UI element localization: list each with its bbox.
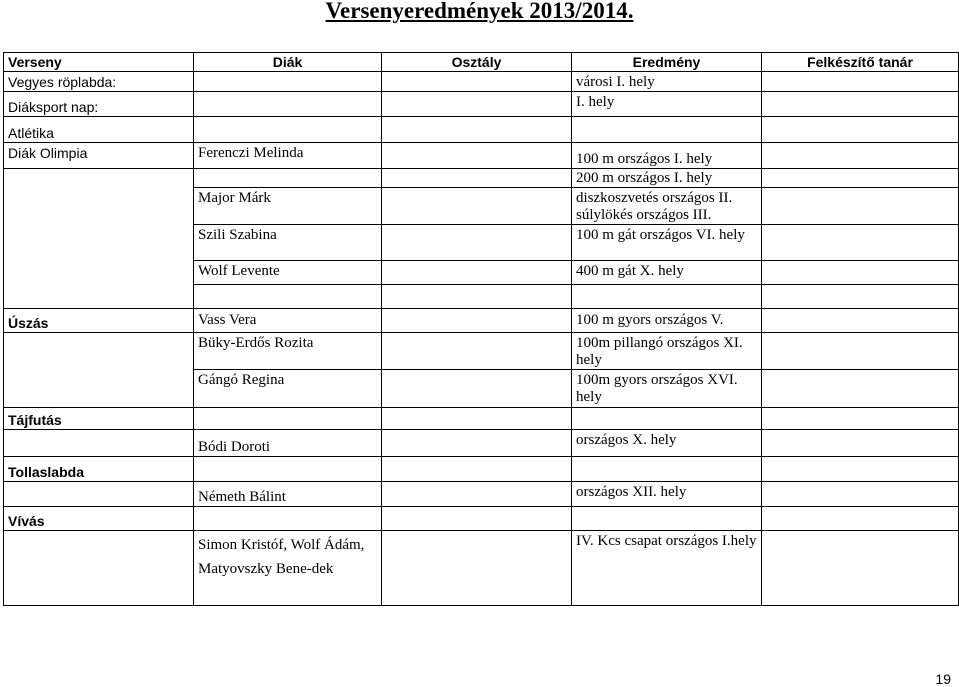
cell-eredmeny: diszkoszvetés országos II. súlylökés országos III. bbox=[572, 188, 762, 225]
cell-eredmeny: IV. Kcs csapat országos I.hely bbox=[572, 531, 762, 606]
cell-diak: Major Márk bbox=[194, 188, 382, 225]
table-row bbox=[4, 309, 959, 333]
table-row bbox=[4, 531, 959, 606]
cell-diak: Németh Bálint bbox=[194, 482, 382, 507]
cell-diak: Ferenczi Melinda bbox=[194, 143, 382, 169]
table-row bbox=[4, 457, 959, 482]
cell-eredmeny: 100m pillangó országos XI. hely bbox=[572, 333, 762, 370]
header-osztaly: Osztály bbox=[382, 53, 572, 72]
cell-eredmeny: országos X. hely bbox=[572, 430, 762, 457]
cell-diak: Szili Szabina bbox=[194, 225, 382, 261]
page-number: 19 bbox=[935, 671, 951, 687]
table-row bbox=[4, 408, 959, 430]
header-verseny: Verseny bbox=[4, 53, 194, 72]
table-row bbox=[4, 117, 959, 143]
cell-eredmeny: 200 m országos I. hely bbox=[572, 169, 762, 188]
cell-verseny: Vívás bbox=[4, 507, 194, 531]
cell-verseny: Diáksport nap: bbox=[4, 92, 194, 117]
cell-verseny: Diák Olimpia bbox=[4, 143, 194, 169]
page-title: Versenyeredmények 2013/2014. bbox=[325, 0, 634, 23]
results-table bbox=[3, 52, 959, 606]
table-row bbox=[4, 333, 959, 370]
cell-diak: Bódi Doroti bbox=[194, 430, 382, 457]
cell-diak: Gángó Regina bbox=[194, 370, 382, 408]
cell-eredmeny: 100 m gát országos VI. hely bbox=[572, 225, 762, 261]
table-row bbox=[4, 92, 959, 117]
cell-eredmeny: országos XII. hely bbox=[572, 482, 762, 507]
cell-eredmeny: 400 m gát X. hely bbox=[572, 261, 762, 285]
table-row bbox=[4, 430, 959, 457]
cell-verseny: Tollaslabda bbox=[4, 457, 194, 482]
header-felkeszito: Felkészítő tanár bbox=[762, 53, 959, 72]
table-row bbox=[4, 72, 959, 92]
table-row bbox=[4, 482, 959, 507]
table-header-row bbox=[4, 53, 959, 72]
table-row bbox=[4, 507, 959, 531]
cell-diak: Wolf Levente bbox=[194, 261, 382, 285]
cell-diak: Simon Kristóf, Wolf Ádám, Matyovszky Bene-dek bbox=[194, 531, 382, 606]
cell-eredmeny: I. hely bbox=[572, 92, 762, 117]
table-row bbox=[4, 169, 959, 188]
cell-eredmeny: 100 m gyors országos V. bbox=[572, 309, 762, 333]
cell-verseny: Vegyes röplabda: bbox=[4, 72, 194, 92]
cell-eredmeny: városi I. hely bbox=[572, 72, 762, 92]
cell-eredmeny: 100 m országos I. hely bbox=[572, 143, 762, 169]
header-eredmeny: Eredmény bbox=[572, 53, 762, 72]
cell-verseny: Úszás bbox=[4, 309, 194, 333]
cell-diak: Büky-Erdős Rozita bbox=[194, 333, 382, 370]
cell-verseny: Tájfutás bbox=[4, 408, 194, 430]
cell-eredmeny: 100m gyors országos XVI. hely bbox=[572, 370, 762, 408]
cell-verseny: Atlétika bbox=[4, 117, 194, 143]
header-diak: Diák bbox=[194, 53, 382, 72]
cell-diak: Vass Vera bbox=[194, 309, 382, 333]
table-row bbox=[4, 143, 959, 169]
